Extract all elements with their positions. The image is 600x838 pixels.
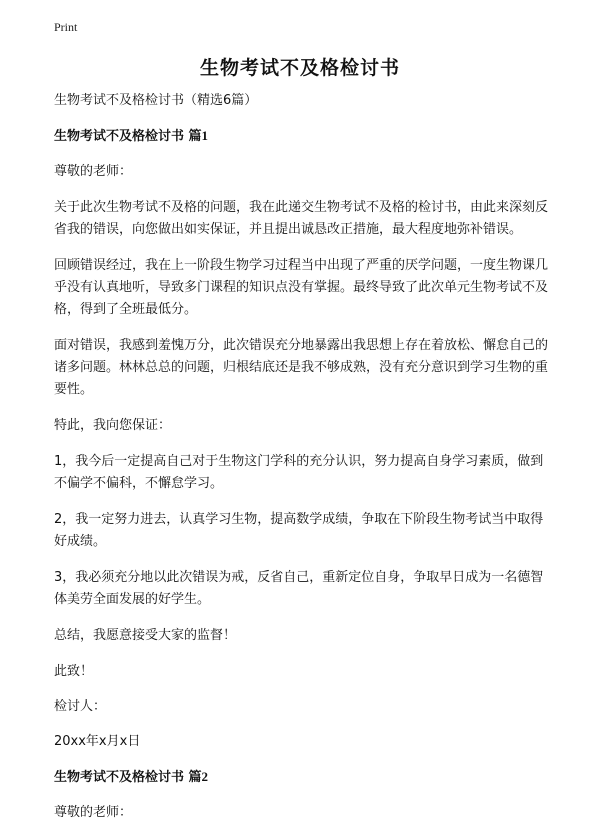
list-item: 1，我今后一定提高自己对于生物这门学科的充分认识，努力提高自身学习素质，做到不偏学不偏科，不懈怠学习。 bbox=[54, 454, 544, 491]
signature-label: 检讨人： bbox=[54, 699, 107, 714]
section-heading-number: 2 bbox=[201, 769, 209, 784]
section-heading-text: 生物考试不及格检讨书 篇 bbox=[54, 770, 202, 785]
print-link[interactable]: Print bbox=[54, 20, 78, 34]
paragraph: 总结，我愿意接受大家的监督！ bbox=[54, 628, 237, 643]
page-title: 生物考试不及格检讨书 bbox=[199, 57, 400, 79]
list-item: 2，我一定努力进去，认真学习生物，提高数学成绩，争取在下阶段生物考试当中取得好成绩。 bbox=[54, 512, 544, 549]
date: 20xx年x月x日 bbox=[54, 734, 141, 749]
section-heading-1 bbox=[54, 125, 548, 148]
greeting: 尊敬的老师： bbox=[54, 164, 133, 179]
paragraph: 面对错误，我感到羞愧万分，此次错误充分地暴露出我思想上存在着放松、懈怠自己的诸多问题。林林总总的问题，归根结底还是我不够成熟，没有充分意识到学习生物的重要性。 bbox=[54, 338, 549, 397]
closing: 此致！ bbox=[54, 664, 94, 679]
paragraph: 关于此次生物考试不及格的问题，我在此递交生物考试不及格的检讨书，由此来深刻反省我的错误，向您做出如实保证，并且提出诚恳改正措施，最大程度地弥补错误。 bbox=[54, 200, 549, 237]
paragraph: 特此，我向您保证： bbox=[54, 418, 172, 433]
document-body bbox=[54, 90, 548, 838]
greeting: 尊敬的老师： bbox=[54, 805, 133, 820]
section-heading-number: 1 bbox=[201, 128, 209, 143]
section-heading-text: 生物考试不及格检讨书 篇 bbox=[54, 129, 202, 144]
section-heading-2 bbox=[54, 766, 548, 789]
list-item: 3，我必须充分地以此次错误为戒，反省自己，重新定位自身，争取早日成为一名德智体美劳全面发展的好学生。 bbox=[54, 570, 544, 607]
paragraph: 回顾错误经过，我在上一阶段生物学习过程当中出现了严重的厌学问题，一度生物课几乎没有认真地听，导致多门课程的知识点没有掌握。最终导致了此次单元生物考试不及格，得到了全班最低分。 bbox=[54, 258, 549, 317]
document-subtitle: 生物考试不及格检讨书（精选6篇） bbox=[54, 93, 258, 108]
